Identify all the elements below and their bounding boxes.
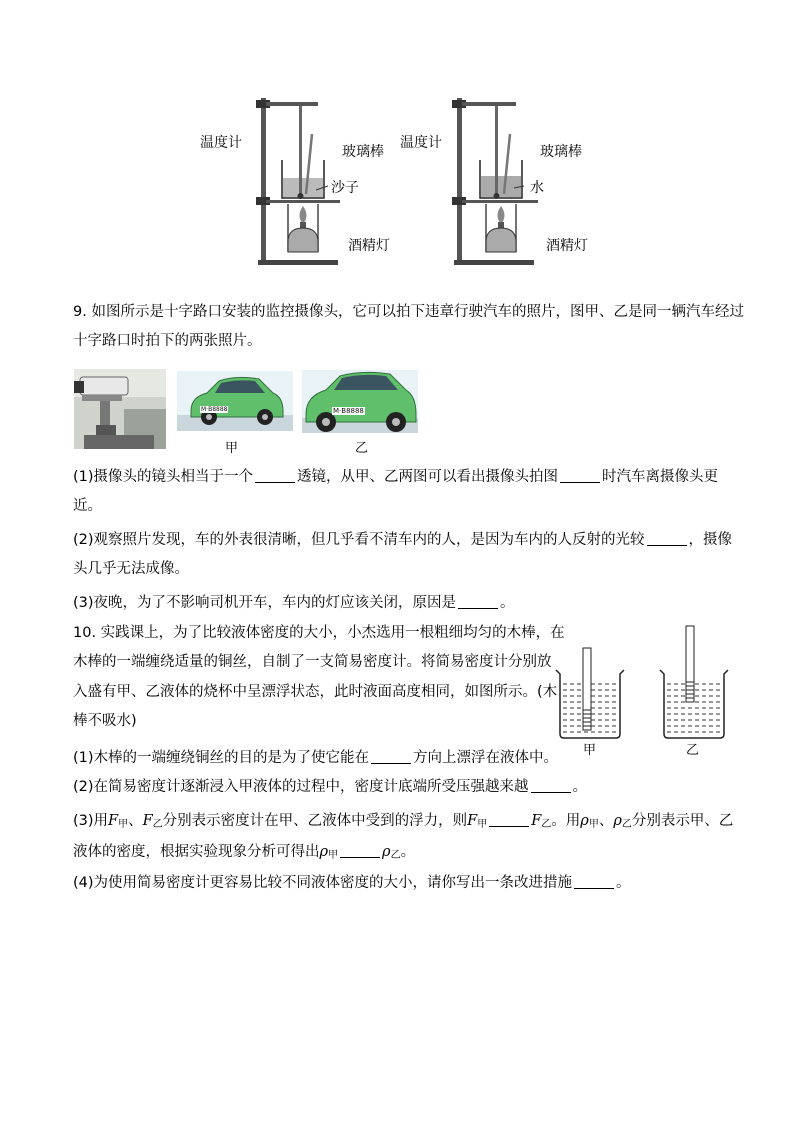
q9-p2-text-b: ，摄像 — [688, 532, 733, 548]
symbol-rho-b: ρ — [613, 813, 622, 829]
sub-a-1: 甲 — [118, 819, 129, 830]
label-thermometer-right: 温度计 — [400, 135, 442, 151]
beakers-figure — [552, 622, 730, 754]
sub-a-3: 甲 — [588, 819, 599, 830]
q10-part4-line — [73, 873, 631, 893]
q9-part2-line2: 头几乎无法成像。 — [73, 561, 189, 577]
q9-intro-line1: 9. 如图所示是十字路口安装的监控摄像头，它可以拍下违章行驶汽车的照片，图甲、乙是同一辆汽车经过 — [73, 304, 744, 320]
symbol-F-b-2: F — [531, 813, 542, 829]
label-glass-rod-right: 玻璃棒 — [540, 144, 582, 160]
q9-p1-text-b: 透镜，从甲、乙两图可以看出摄像头拍图 — [297, 469, 559, 485]
q10-intro-line2: 木棒的一端缠绕适量的铜丝，自制了一支简易密度计。将简易密度计分别放 — [73, 654, 552, 670]
symbol-rho-a: ρ — [580, 813, 589, 829]
q10-p4-text-b: 。 — [616, 875, 631, 891]
label-lamp-right: 酒精灯 — [546, 238, 588, 254]
q10-p2-blank[interactable] — [531, 778, 571, 793]
q10-p4-blank[interactable] — [574, 874, 614, 889]
label-sand: 沙子 — [331, 180, 359, 196]
q10-p3-text-h: 。 — [400, 844, 416, 860]
camera-drawing — [74, 369, 166, 449]
q10-p3-text-f: 分别表示甲、乙 — [631, 813, 734, 829]
q10-p3-text-e: 、 — [598, 813, 614, 829]
q9-part3-line — [73, 593, 515, 613]
car-photo-b — [302, 370, 418, 433]
symbol-F-b: F — [142, 813, 153, 829]
sub-b-1: 乙 — [152, 819, 163, 830]
q10-part3-line1 — [73, 811, 733, 835]
q9-intro-line2: 十字路口时拍下的两张照片。 — [73, 333, 262, 349]
sub-a-4: 甲 — [328, 850, 339, 861]
q10-intro-line3: 入盛有甲、乙液体的烧杯中呈漂浮状态，此时液面高度相同，如图所示。(木 — [73, 684, 558, 700]
q9-p2-text-a: (2)观察照片发现，车的外表很清晰，但几乎看不清车内的人，是因为车内的人反射的光较 — [73, 532, 645, 548]
q10-p3-text-a: (3)用 — [73, 813, 109, 829]
beaker-caption-a: 甲 — [583, 743, 597, 758]
q9-part2-line1 — [73, 530, 732, 550]
label-thermometer-left: 温度计 — [200, 135, 242, 151]
label-glass-rod-left: 玻璃棒 — [342, 144, 384, 160]
q10-p1-blank[interactable] — [371, 749, 411, 764]
q10-p1-text-b: 方向上漂浮在液体中。 — [413, 750, 559, 766]
q9-p1-blank-1[interactable] — [255, 468, 295, 483]
symbol-rho-b-2: ρ — [382, 844, 391, 860]
photo-caption-a: 甲 — [225, 441, 239, 456]
symbol-F-a: F — [108, 813, 119, 829]
q9-p1-text-a: (1)摄像头的镜头相当于一个 — [73, 469, 254, 485]
plate-b: M·B8888 — [333, 407, 364, 415]
q10-intro-line1: 10. 实践课上，为了比较液体密度的大小，小杰选用一根粗细均匀的木棒，在 — [73, 625, 565, 641]
q9-p3-blank[interactable] — [458, 594, 498, 609]
q10-part2-line — [73, 777, 587, 797]
q10-p3-text-g: 液体的密度，根据实验现象分析可得出 — [73, 844, 320, 860]
q10-p1-text-a: (1)木棒的一端缠绕铜丝的目的是为了使它能在 — [73, 750, 370, 766]
sub-b-2: 乙 — [541, 819, 552, 830]
q10-p3-blank-1[interactable] — [489, 812, 529, 827]
car-drawing-b — [302, 370, 418, 433]
q10-p2-text-b: 。 — [572, 779, 588, 795]
q9-p1-blank-2[interactable] — [560, 468, 600, 483]
q10-p3-text-c: 分别表示密度计在甲、乙液体中受到的浮力，则 — [162, 813, 468, 829]
q10-p3-blank-2[interactable] — [340, 843, 380, 858]
q9-p3-text-a: (3)夜晚，为了不影响司机开车，车内的灯应该关闭，原因是 — [73, 595, 457, 611]
sub-b-4: 乙 — [390, 850, 401, 861]
car-photo-a — [177, 371, 293, 431]
q10-part3-line2 — [73, 842, 415, 866]
q9-p1-text-c: 时汽车离摄像头更 — [602, 469, 719, 485]
sub-a-2: 甲 — [477, 819, 488, 830]
q9-p3-text-b: 。 — [500, 595, 515, 611]
sub-b-3: 乙 — [621, 819, 632, 830]
q10-p2-text-a: (2)在简易密度计逐渐浸入甲液体的过程中，密度计底端所受压强越来越 — [73, 779, 529, 795]
beaker-caption-b: 乙 — [686, 743, 700, 758]
symbol-rho-a-2: ρ — [319, 844, 329, 860]
q10-p3-text-d: 。用 — [551, 813, 581, 829]
q10-part1-line — [73, 748, 558, 768]
label-lamp-left: 酒精灯 — [348, 238, 390, 254]
car-drawing-a — [177, 371, 293, 431]
plate-a: M·B8888 — [201, 406, 228, 413]
label-water: 水 — [530, 180, 544, 196]
symbol-F-a-2: F — [467, 813, 478, 829]
q9-part1-line2: 近。 — [73, 498, 102, 514]
q9-part1-line1 — [73, 467, 718, 487]
beakers-drawing — [552, 622, 730, 754]
q10-intro-line4: 棒不吸水) — [73, 713, 137, 729]
q9-p2-blank[interactable] — [647, 531, 687, 546]
photo-caption-b: 乙 — [355, 441, 369, 456]
q10-p3-text-b: 、 — [128, 813, 143, 829]
camera-photo — [74, 369, 166, 449]
q10-p4-text-a: (4)为使用简易密度计更容易比较不同液体密度的大小，请你写出一条改进措施 — [73, 875, 573, 891]
